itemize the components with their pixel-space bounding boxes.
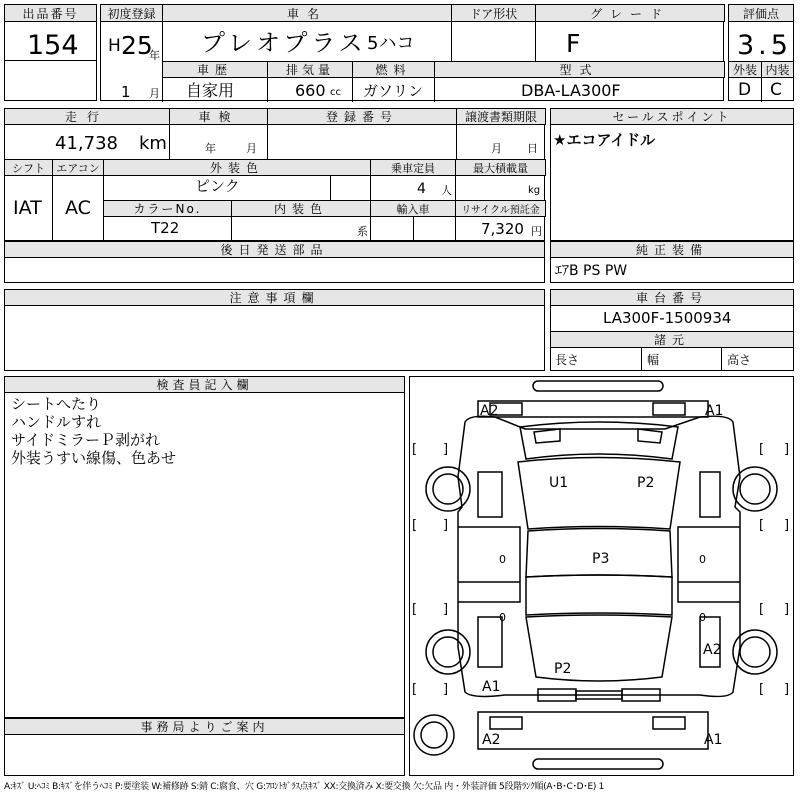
inspection-label: 車検 [169, 108, 268, 125]
office-box [4, 718, 405, 776]
mileage-label: 走行 [4, 108, 170, 125]
year-value: 25 [121, 31, 153, 60]
tire-mark: 0 [699, 553, 706, 566]
fuel-label: 燃料 [352, 61, 435, 78]
interior-grade: C [770, 80, 782, 100]
damage-mark: P3 [592, 551, 610, 567]
interior-color-unit: 系 [357, 225, 368, 238]
mileage-unit: km [139, 133, 167, 154]
color-number-label: カラーNo. [103, 200, 232, 217]
score-label: 評価点 [728, 4, 794, 22]
recycle-value: 7,320 [481, 220, 524, 238]
vehicle-header [100, 4, 724, 101]
transfer-month-unit: 月 [491, 142, 502, 155]
interior-color-label: 内装色 [231, 200, 371, 217]
shift-value: IAT [13, 197, 42, 219]
max-load-unit: kg [528, 185, 541, 196]
car-diagram-drawing [410, 377, 793, 775]
transfer-day-unit: 日 [527, 142, 538, 155]
chassis-label: 車台番号 [550, 289, 794, 306]
chassis-value: LA300F-1500934 [603, 309, 732, 327]
car-name-label: 車名 [162, 4, 452, 22]
dimensions-label: 諸元 [550, 331, 794, 348]
damage-mark: A1 [482, 679, 501, 695]
month-unit: 月 [149, 87, 160, 100]
height-label: 高さ [727, 353, 752, 367]
damage-mark: A2 [482, 732, 501, 748]
max-load-label: 最大積載量 [455, 159, 546, 176]
chassis-box [550, 289, 794, 371]
exterior-grade: D [738, 80, 752, 100]
model-value: DBA-LA300F [521, 81, 621, 100]
displacement-value: 660 [295, 81, 326, 100]
mileage-value: 41,738 [55, 133, 118, 154]
inspector-note: シートへたり [11, 395, 102, 413]
inspector-note: サイドミラーＰ剥がれ [11, 431, 160, 449]
inspector-note: ハンドルすれ [11, 413, 102, 431]
transfer-docs-label: 譲渡書類期限 [456, 108, 546, 125]
bracket-close: ] [784, 682, 790, 697]
footer-legend: A:ｷｽﾞ U:ﾍｺﾐ B:ｷｽﾞを伴うﾍｺﾐ P:要塗装 W:補修跡 S:錆 C:腐食、穴 G:ﾌﾛﾝﾄｶﾞﾗｽ点ｷｽﾞ XX:交換済み X:要交換 欠:欠品 内・外装評価 5段階ﾗﾝｸ順(A･B･C･D･E) 1 [4, 782, 605, 792]
sales-point-box [550, 108, 794, 241]
color-number-value: T22 [151, 219, 180, 237]
bracket-close: ] [443, 682, 449, 697]
sales-point-value: ★エコアイドル [553, 131, 656, 149]
history-label: 車歴 [162, 61, 268, 78]
damage-mark: A2 [480, 403, 499, 419]
sales-point-label: セールスポイント [550, 108, 794, 125]
bracket-close: ] [443, 442, 449, 457]
bracket-close: ] [784, 518, 790, 533]
bracket-open: [ [412, 682, 418, 697]
bracket-open: [ [759, 602, 765, 617]
damage-mark: P2 [637, 475, 655, 491]
grade-value: F [566, 29, 581, 58]
bracket-close: ] [443, 518, 449, 533]
notes-box [4, 289, 545, 371]
exterior-color-label: 外装色 [103, 159, 371, 176]
fuel-value: ガソリン [363, 82, 424, 100]
later-parts-box [4, 241, 545, 283]
import-label: 輸入車 [370, 200, 456, 217]
inspector-box [4, 376, 405, 718]
damage-mark: A2 [703, 642, 722, 658]
inspector-note: 外装うすい線傷、色あせ [11, 449, 177, 467]
later-parts-label: 後日発送部品 [4, 241, 545, 258]
door-label: ドア形状 [451, 4, 536, 22]
displacement-label: 排気量 [267, 61, 353, 78]
office-label: 事務局よりご案内 [4, 718, 405, 735]
equipment-box [550, 241, 794, 283]
length-label: 長さ [555, 353, 580, 367]
equipment-label: 純正装備 [550, 241, 794, 258]
tire-mark: 0 [699, 611, 706, 624]
recycle-unit: 円 [531, 225, 542, 238]
tire-mark: 0 [499, 553, 506, 566]
bracket-open: [ [759, 682, 765, 697]
inspection-year-unit: 年 [205, 142, 216, 155]
inspection-month-unit: 月 [246, 142, 257, 155]
score-value: 3.5 [737, 30, 792, 61]
ac-label: エアコン [52, 159, 104, 176]
bracket-open: [ [412, 442, 418, 457]
car-name-value: プレオプラス [201, 29, 367, 57]
month-value: 1 [121, 83, 131, 101]
history-value: 自家用 [186, 81, 235, 100]
bracket-open: [ [759, 442, 765, 457]
score-box [728, 4, 794, 101]
interior-label: 内装 [761, 61, 794, 78]
displacement-unit: cc [330, 87, 341, 98]
bracket-open: [ [412, 602, 418, 617]
capacity-value: 4 [417, 181, 426, 197]
exterior-color-value: ピンク [195, 177, 240, 195]
bracket-open: [ [759, 518, 765, 533]
shift-label: シフト [4, 159, 53, 176]
notes-label: 注意事項欄 [4, 289, 545, 306]
era-value: H [108, 36, 121, 56]
lot-number-box [4, 4, 97, 101]
lot-number-label: 出品番号 [4, 4, 97, 22]
exterior-label: 外装 [728, 61, 762, 78]
car-diagram [409, 376, 794, 776]
door-value: 5ハコ [367, 33, 415, 54]
damage-mark: A1 [704, 732, 723, 748]
grade-label: グレード [535, 4, 725, 22]
width-label: 幅 [647, 353, 660, 367]
bracket-close: ] [784, 442, 790, 457]
equipment-value: ｴｱB PS PW [555, 263, 628, 279]
capacity-unit: 人 [441, 184, 452, 197]
year-unit: 年 [149, 49, 160, 62]
plate-label: 登録番号 [267, 108, 457, 125]
first-reg-label: 初度登録 [100, 4, 163, 22]
damage-mark: A1 [705, 403, 724, 419]
bracket-close: ] [784, 602, 790, 617]
tire-mark: 0 [499, 611, 506, 624]
bracket-close: ] [443, 602, 449, 617]
capacity-label: 乗車定員 [370, 159, 456, 176]
bracket-open: [ [412, 518, 418, 533]
inspector-label: 検査員記入欄 [4, 376, 405, 393]
vehicle-details [4, 108, 545, 241]
recycle-label: リサイクル預託金 [455, 200, 546, 217]
lot-number-value: 154 [27, 30, 79, 61]
damage-mark: U1 [549, 475, 569, 491]
ac-value: AC [65, 197, 91, 219]
model-label: 型式 [434, 61, 725, 78]
damage-mark: P2 [554, 661, 572, 677]
